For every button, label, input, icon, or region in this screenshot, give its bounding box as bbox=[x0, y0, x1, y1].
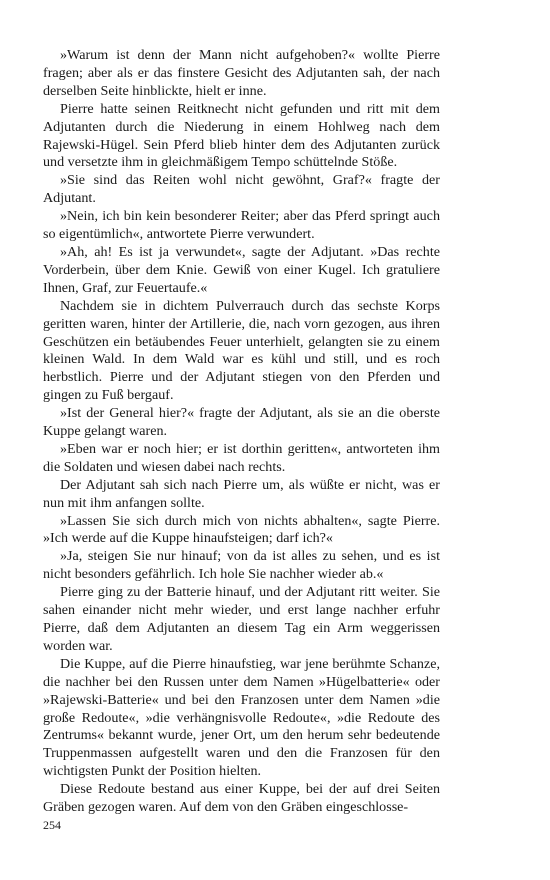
paragraph: »Sie sind das Reiten wohl nicht gewöhnt, Graf?« fragte der Adjutant. bbox=[43, 172, 440, 207]
paragraph: »Eben war er noch hier; er ist dorthin geritten«, antworteten ihm die Soldaten und wiesen dabei nach rechts. bbox=[43, 440, 440, 475]
paragraph: Pierre hatte seinen Reitknecht nicht gefunden und ritt mit dem Adjutanten durch die Niederung in einem Hohlweg nach dem Rajewski-Hügel. Sein Pferd blieb hinter dem des Adjutanten zurück und versetzte ihm in gleichmäßigem Tempo schüttelnde Stöße. bbox=[43, 100, 440, 171]
paragraph: Die Kuppe, auf die Pierre hinaufstieg, war jene berühmte Schanze, die nachher bei den Russen unter dem Namen »Hügelbatterie« oder »Rajewski-Batterie« und bei den Franzosen unter dem Namen »die große Redoute«, »die verhängnisvolle Redoute«, »die Redoute des Zentrums« bekannt wurde, jener Ort, um den herum sehr bedeutende Truppenmassen aufgestellt waren und den die Franzosen für den wichtigsten Punkt der Position hielten. bbox=[43, 655, 440, 780]
paragraph: »Lassen Sie sich durch mich von nichts abhalten«, sagte Pierre. »Ich werde auf die Kuppe hinaufsteigen; darf ich?« bbox=[43, 512, 440, 547]
body-text bbox=[43, 47, 440, 817]
paragraph: »Nein, ich bin kein besonderer Reiter; aber das Pferd springt auch so eigentümlich«, antwortete Pierre verwundert. bbox=[43, 208, 440, 243]
paragraph: »Ah, ah! Es ist ja verwundet«, sagte der Adjutant. »Das rechte Vorderbein, über dem Knie. Gewiß von einer Kugel. Ich gratuliere Ihnen, Graf, zur Feuertaufe.« bbox=[43, 243, 440, 296]
paragraph: Pierre ging zu der Batterie hinauf, und der Adjutant ritt weiter. Sie sahen einander nicht mehr wieder, und erst lange nachher erfuhr Pierre, daß dem Adjutanten an diesem Tag ein Arm weggerissen worden war. bbox=[43, 584, 440, 654]
paragraph: »Ist der General hier?« fragte der Adjutant, als sie an die oberste Kuppe gelangt waren. bbox=[43, 405, 440, 440]
paragraph: Diese Redoute bestand aus einer Kuppe, bei der auf drei Seiten Gräben gezogen waren. Auf dem von den Gräben eingeschlosse- bbox=[43, 781, 440, 816]
paragraph: Nachdem sie in dichtem Pulverrauch durch das sechste Korps geritten waren, hinter der Artillerie, die, nach vorn gezogen, aus ihren Geschützen ein betäubendes Feuer unterhielt, gelangten sie zu einem kleinen Wald. In dem Wald war es kühl und still, und es roch herbstlich. Pierre und der Adjutant stiegen von den Pferden und gingen zu Fuß bergauf. bbox=[43, 297, 440, 404]
paragraph: »Ja, steigen Sie nur hinauf; von da ist alles zu sehen, und es ist nicht besonders gefährlich. Ich hole Sie nachher wieder ab.« bbox=[43, 548, 440, 583]
page-number: 254 bbox=[43, 818, 61, 832]
paragraph: »Warum ist denn der Mann nicht aufgehoben?« wollte Pierre fragen; aber als er das finstere Gesicht des Adjutanten sah, der nach derselben Seite hinblickte, hielt er inne. bbox=[43, 47, 440, 99]
paragraph: Der Adjutant sah sich nach Pierre um, als wüßte er nicht, was er nun mit ihm anfangen sollte. bbox=[43, 476, 440, 511]
